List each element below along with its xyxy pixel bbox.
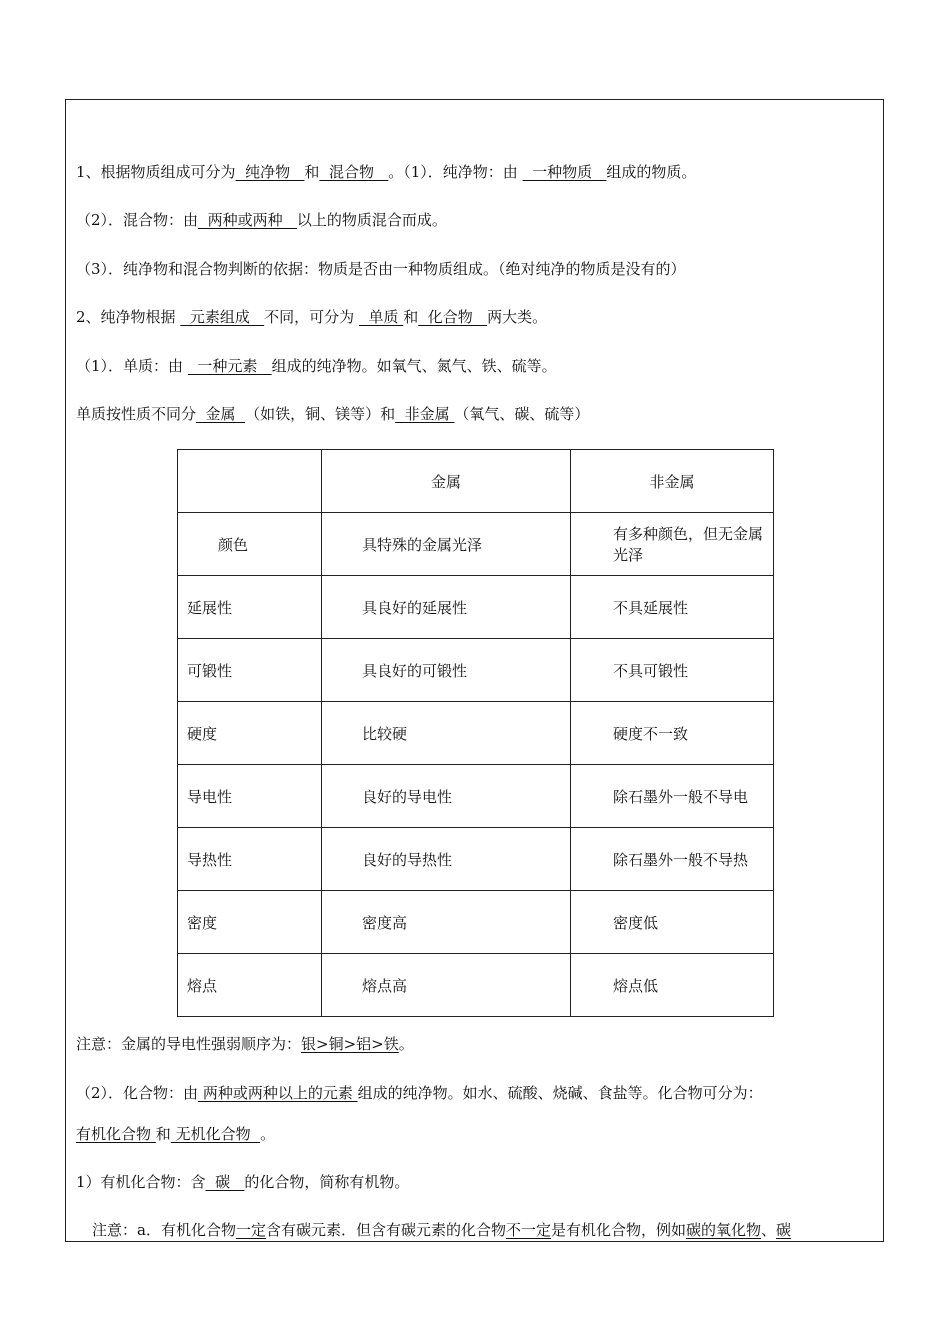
text: （2）．化合物：由	[76, 1084, 199, 1102]
text: 和	[304, 163, 320, 181]
metal-cell: 具良好的延展性	[322, 576, 571, 639]
metal-nonmetal-table	[177, 449, 774, 1017]
text: 。	[398, 1035, 414, 1053]
metal-cell: 熔点高	[322, 954, 571, 1017]
property-cell: 密度	[178, 891, 322, 954]
property-cell: 延展性	[178, 576, 322, 639]
text: 的化合物，简称有机物。	[244, 1173, 410, 1191]
metal-cell: 具特殊的金属光泽	[322, 513, 571, 576]
text: 组成的纯净物。如水、硫酸、烧碱、食盐等。化合物可分为：	[357, 1084, 763, 1102]
paragraph-6	[76, 404, 589, 424]
blank-answer: 不一定	[505, 1221, 551, 1239]
nonmetal-cell: 不具延展性	[571, 576, 774, 639]
property-cell: 导电性	[178, 765, 322, 828]
paragraph-8	[76, 1124, 275, 1144]
blank-answer: 单质	[358, 308, 404, 326]
paragraph-9	[76, 1172, 409, 1192]
table-header-row	[178, 450, 774, 513]
metal-cell: 密度高	[322, 891, 571, 954]
blank-answer: 非金属	[395, 405, 455, 423]
text: 1）有机化合物：含	[76, 1173, 206, 1191]
metal-cell: 具良好的可锻性	[322, 639, 571, 702]
text: 1、根据物质组成可分为	[76, 163, 236, 181]
text: 两大类。	[487, 308, 548, 326]
metal-cell: 良好的导电性	[322, 765, 571, 828]
text: （2）．混合物：由	[76, 211, 199, 229]
nonmetal-cell: 硬度不一致	[571, 702, 774, 765]
text: 。	[260, 1125, 276, 1143]
blank-answer: 一定	[235, 1221, 266, 1239]
text: 注意：金属的导电性强弱顺序为：	[76, 1035, 302, 1053]
blank-answer: 一种元素	[187, 357, 272, 375]
nonmetal-cell: 有多种颜色，但无金属光泽	[571, 513, 774, 576]
blank-answer: 一种物质	[522, 163, 607, 181]
text: （如铁，铜、镁等）和	[245, 405, 396, 423]
frame-bottom-rule	[66, 1241, 883, 1242]
nonmetal-cell: 除石墨外一般不导热	[571, 828, 774, 891]
text: 含有碳元素．但含有碳元素的化合物	[265, 1221, 506, 1239]
blank-answer: 无机化合物	[170, 1125, 261, 1143]
text: 组成的纯净物。如氧气、氮气、铁、硫等。	[271, 357, 557, 375]
blank-answer: 化合物	[418, 308, 488, 326]
header-cell: 金属	[322, 450, 571, 513]
property-cell: 硬度	[178, 702, 322, 765]
blank-answer: 银>铜>铝>铁	[301, 1035, 399, 1053]
property-cell: 颜色	[178, 513, 322, 576]
paragraph-4	[76, 307, 547, 327]
table-row	[178, 576, 774, 639]
metal-cell: 比较硬	[322, 702, 571, 765]
note-conductivity	[76, 1034, 414, 1054]
text: 2、纯净物根据	[76, 308, 181, 326]
nonmetal-cell: 除石墨外一般不导电	[571, 765, 774, 828]
blank-answer: 金属	[196, 405, 246, 423]
metal-cell: 良好的导热性	[322, 828, 571, 891]
property-cell: 熔点	[178, 954, 322, 1017]
content-frame	[65, 99, 884, 1242]
blank-answer: 有机化合物	[76, 1125, 156, 1143]
text: 不同，可分为	[264, 308, 359, 326]
header-cell: 非金属	[571, 450, 774, 513]
table-row	[178, 765, 774, 828]
blank-answer: 元素组成	[180, 308, 265, 326]
header-cell	[178, 450, 322, 513]
blank-answer: 碳	[776, 1221, 792, 1239]
table-row	[178, 954, 774, 1017]
text: 和	[155, 1125, 171, 1143]
paragraph-1	[76, 162, 696, 182]
paragraph-3: （3）．纯净物和混合物判断的依据：物质是否由一种物质组成。（绝对纯净的物质是没有的）	[76, 260, 686, 278]
table-row	[178, 828, 774, 891]
table-row	[178, 639, 774, 702]
text: 和	[403, 308, 419, 326]
blank-answer: 两种或两种	[198, 211, 297, 229]
text: 注意：a．有机化合物	[92, 1221, 236, 1239]
paragraph-10	[92, 1220, 791, 1240]
text: （氧气、碳、硫等）	[454, 405, 590, 423]
blank-answer: 混合物	[319, 163, 389, 181]
text: （1）．单质：由	[76, 357, 188, 375]
blank-answer: 碳的氧化物	[686, 1221, 762, 1239]
paragraph-7	[76, 1083, 763, 1103]
blank-answer: 两种或两种以上的元素	[198, 1084, 358, 1102]
property-cell: 可锻性	[178, 639, 322, 702]
property-cell: 导热性	[178, 828, 322, 891]
text: 以上的物质混合而成。	[296, 211, 447, 229]
table-row	[178, 702, 774, 765]
nonmetal-cell: 熔点低	[571, 954, 774, 1017]
table-row	[178, 891, 774, 954]
text: 。（1）．纯净物：由	[388, 163, 523, 181]
table-row	[178, 513, 774, 576]
paragraph-5	[76, 356, 557, 376]
paragraph-2	[76, 210, 447, 230]
nonmetal-cell: 不具可锻性	[571, 639, 774, 702]
text: 组成的物质。	[606, 163, 697, 181]
blank-answer: 纯净物	[235, 163, 305, 181]
blank-answer: 碳	[205, 1173, 245, 1191]
text: 单质按性质不同分	[76, 405, 197, 423]
text: 是有机化合物，例如	[551, 1221, 687, 1239]
text: 、	[761, 1221, 777, 1239]
nonmetal-cell: 密度低	[571, 891, 774, 954]
